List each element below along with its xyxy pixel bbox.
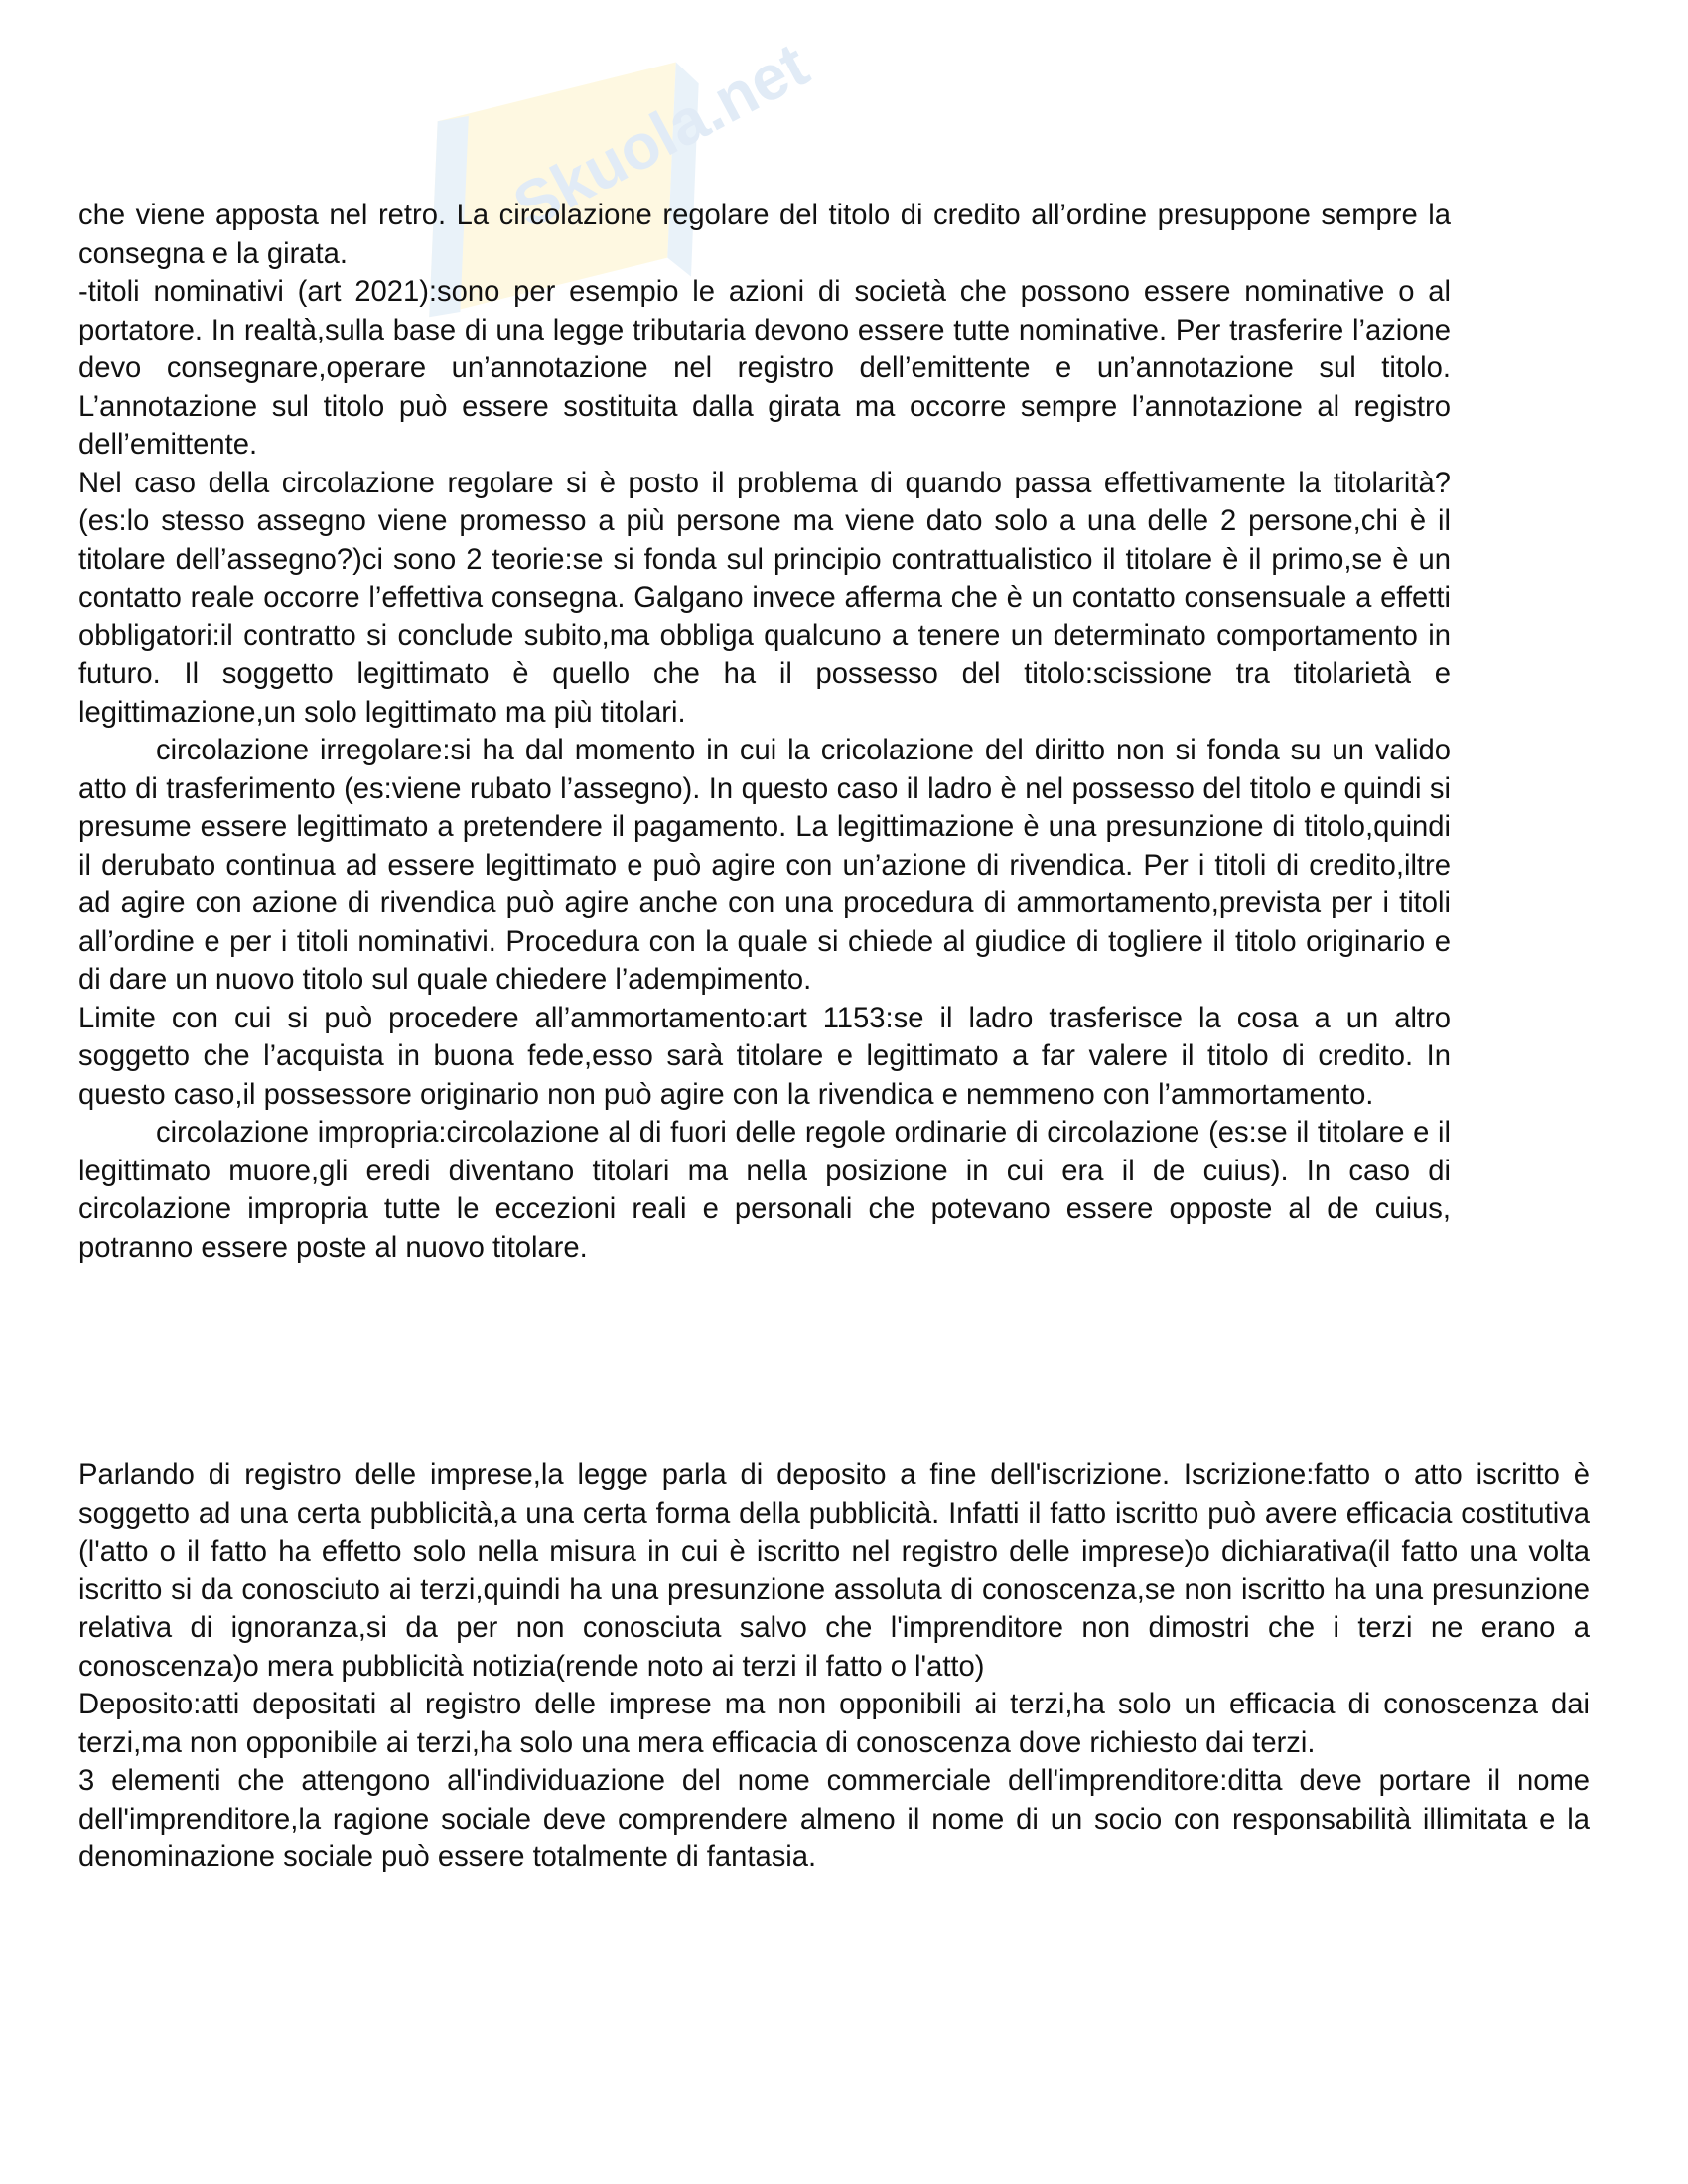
- paragraph-circolazione-impropria: circolazione impropria:circolazione al di fuori delle regole ordinarie di circolazione (es:se il titolare e il legittimato muore,gli eredi diventano titolari ma nella posizione in cui era il de cuius). In caso di circolazione impropria tutte le eccezioni reali e personali che potevano essere opposte al de cuius, potranno essere poste al nuovo titolare.: [78, 1117, 1451, 1264]
- paragraph-circolazione-irregolare: circolazione irregolare:si ha dal momento in cui la cricolazione del diritto non si fonda su un valido atto di trasferimento (es:viene rubato l’assegno). In questo caso il ladro è nel possesso del titolo e quindi si presume essere legittimato a pretendere il pagamento. La legittimazione è una presunzione di titolo,quindi il derubato continua ad essere legittimato e può agire con un’azione di rivendica. Per i titoli di credito,iltre ad agire con azione di rivendica può agire anche con una procedura di ammortamento,prevista per i titoli all’ordine e per i titoli nominativi. Procedura con la quale si chiede al giudice di togliere il titolo originario e di dare un nuovo titolo sul quale chiedere l’adempimento.: [78, 735, 1451, 996]
- paragraph-registro-imprese: Parlando di registro delle imprese,la legge parla di deposito a fine dell'iscrizione. Iscrizione:fatto o atto iscritto è soggetto ad una certa pubblicità,a una certa forma della pubblicità. Infatti il fatto iscritto può avere efficacia costitutiva (l'atto o il fatto ha effetto solo nella misura in cui è iscritto nel registro delle imprese)o dichiarativa(il fatto una volta iscritto si da conosciuto ai terzi,quindi ha una presunzione assoluta di conoscenza,se non iscritto ha una presunzione relativa di ignoranza,si da per non conosciuta salvo che l'imprenditore non dimostri che i terzi ne erano a conoscenza)o mera pubblicità notizia(rende noto ai terzi il fatto o l'atto): [78, 1459, 1590, 1683]
- paragraph-titoli-nominativi: -titoli nominativi (art 2021):sono per esempio le azioni di società che possono essere nominative o al portatore. In realtà,sulla base di una legge tributaria devono essere tutte nominative. Per trasferire l’azione devo consegnare,operare un’annotazione nel registro dell’emittente e un’annotazione sul titolo. L’annotazione sul titolo può essere sostituita dalla girata ma occorre sempre l’annotazione al registro dell’emittente.: [78, 276, 1451, 461]
- paragraph-deposito: Deposito:atti depositati al registro delle imprese ma non opponibili ai terzi,ha solo un efficacia di conoscenza dai terzi,ma non opponibile ai terzi,ha solo una mera efficacia di conoscenza dove richiesto dai terzi.: [78, 1689, 1590, 1759]
- section-two: [78, 1456, 1590, 1877]
- paragraph-circolazione-regolare: Nel caso della circolazione regolare si è posto il problema di quando passa effettivamente la titolarità? (es:lo stesso assegno viene promesso a più persone ma viene dato solo a una delle 2 persone,chi è il titolare dell’assegno?)ci sono 2 teorie:se si fonda sul principio contrattualistico il titolare è il primo,se è un contatto reale occorre l’effettiva consegna. Galgano invece afferma che è un contatto consensuale a effetti obbligatori:il contratto si conclude subito,ma obbliga qualcuno a tenere un determinato comportamento in futuro. Il soggetto legittimato è quello che ha il possesso del titolo:scissione tra titolarietà e legittimazione,un solo legittimato ma più titolari.: [78, 467, 1451, 729]
- section-one: [78, 197, 1451, 1267]
- watermark-text: Skuola.net: [501, 28, 820, 243]
- paragraph-limite-ammortamento: Limite con cui si può procedere all’ammortamento:art 1153:se il ladro trasferisce la cosa a un altro soggetto che l’acquista in buona fede,esso sarà titolare e legittimato a far valere il titolo di credito. In questo caso,il possessore originario non può agire con la rivendica e nemmeno con l’ammortamento.: [78, 1002, 1451, 1111]
- paragraph-retro-girata: che viene apposta nel retro. La circolazione regolare del titolo di credito all’ordine presuppone sempre la consegna e la girata.: [78, 200, 1451, 270]
- paragraph-nome-commerciale: 3 elementi che attengono all'individuazione del nome commerciale dell'imprenditore:ditta deve portare il nome dell'imprenditore,la ragione sociale deve comprendere almeno il nome di un socio con responsabilità illimitata e la denominazione sociale può essere totalmente di fantasia.: [78, 1765, 1590, 1873]
